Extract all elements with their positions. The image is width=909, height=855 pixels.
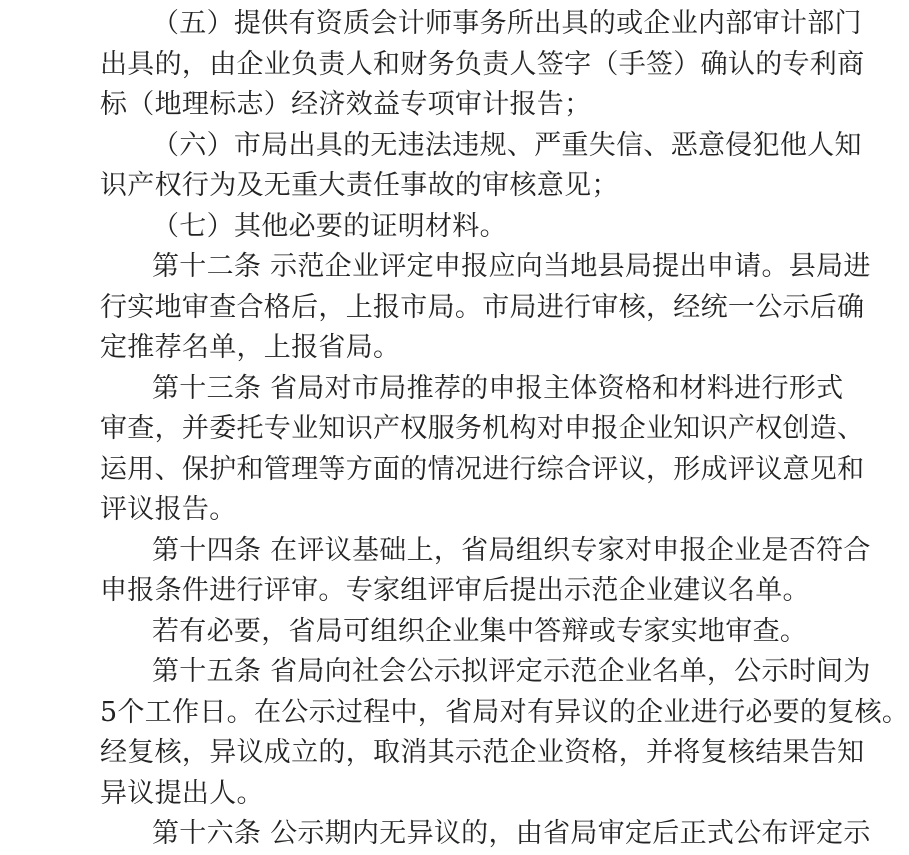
paragraph-line: 出具的，由企业负责人和财务负责人签字（手签）确认的专利商 <box>100 48 865 80</box>
paragraph-line: 第十六条 公示期内无异议的，由省局审定后正式公布评定示 <box>152 818 871 849</box>
paragraph-line: 异议提出人。 <box>100 777 264 809</box>
paragraph-line: 行实地审查合格后，上报市局。市局进行审核，经统一公示后确 <box>100 291 865 323</box>
paragraph-line: （七）其他必要的证明材料。 <box>152 210 507 242</box>
paragraph-line: 标（地理标志）经济效益专项审计报告； <box>100 89 592 120</box>
paragraph-line: 经复核，异议成立的，取消其示范企业资格，并将复核结果告知 <box>100 737 865 768</box>
paragraph-line: 运用、保护和管理等方面的情况进行综合评议，形成评议意见和 <box>100 453 865 485</box>
paragraph-line: （六）市局出具的无违法违规、严重失信、恶意侵犯他人知 <box>152 129 862 161</box>
paragraph-line: 识产权行为及无重大责任事故的审核意见； <box>100 170 619 201</box>
paragraph-line: 申报条件进行评审。专家组评审后提出示范企业建议名单。 <box>100 575 810 606</box>
paragraph-line: 审查，并委托专业知识产权服务机构对申报企业知识产权创造、 <box>100 413 865 444</box>
paragraph-line: 第十五条 省局向社会公示拟评定示范企业名单，公示时间为 <box>152 656 871 687</box>
paragraph-line: 第十二条 示范企业评定申报应向当地县局提出申请。县局进 <box>152 251 871 282</box>
paragraph-line: 评议报告。 <box>100 494 237 525</box>
paragraph-line: 5个工作日。在公示过程中，省局对有异议的企业进行必要的复核。 <box>100 696 909 728</box>
paragraph-line: 第十四条 在评议基础上，省局组织专家对申报企业是否符合 <box>152 534 871 566</box>
paragraph-line: 第十三条 省局对市局推荐的申报主体资格和材料进行形式 <box>152 372 844 404</box>
paragraph-line: 若有必要，省局可组织企业集中答辩或专家实地审查。 <box>152 615 808 647</box>
paragraph-line: 定推荐名单，上报省局。 <box>100 332 401 363</box>
paragraph-line: （五）提供有资质会计师事务所出具的或企业内部审计部门 <box>152 8 862 39</box>
